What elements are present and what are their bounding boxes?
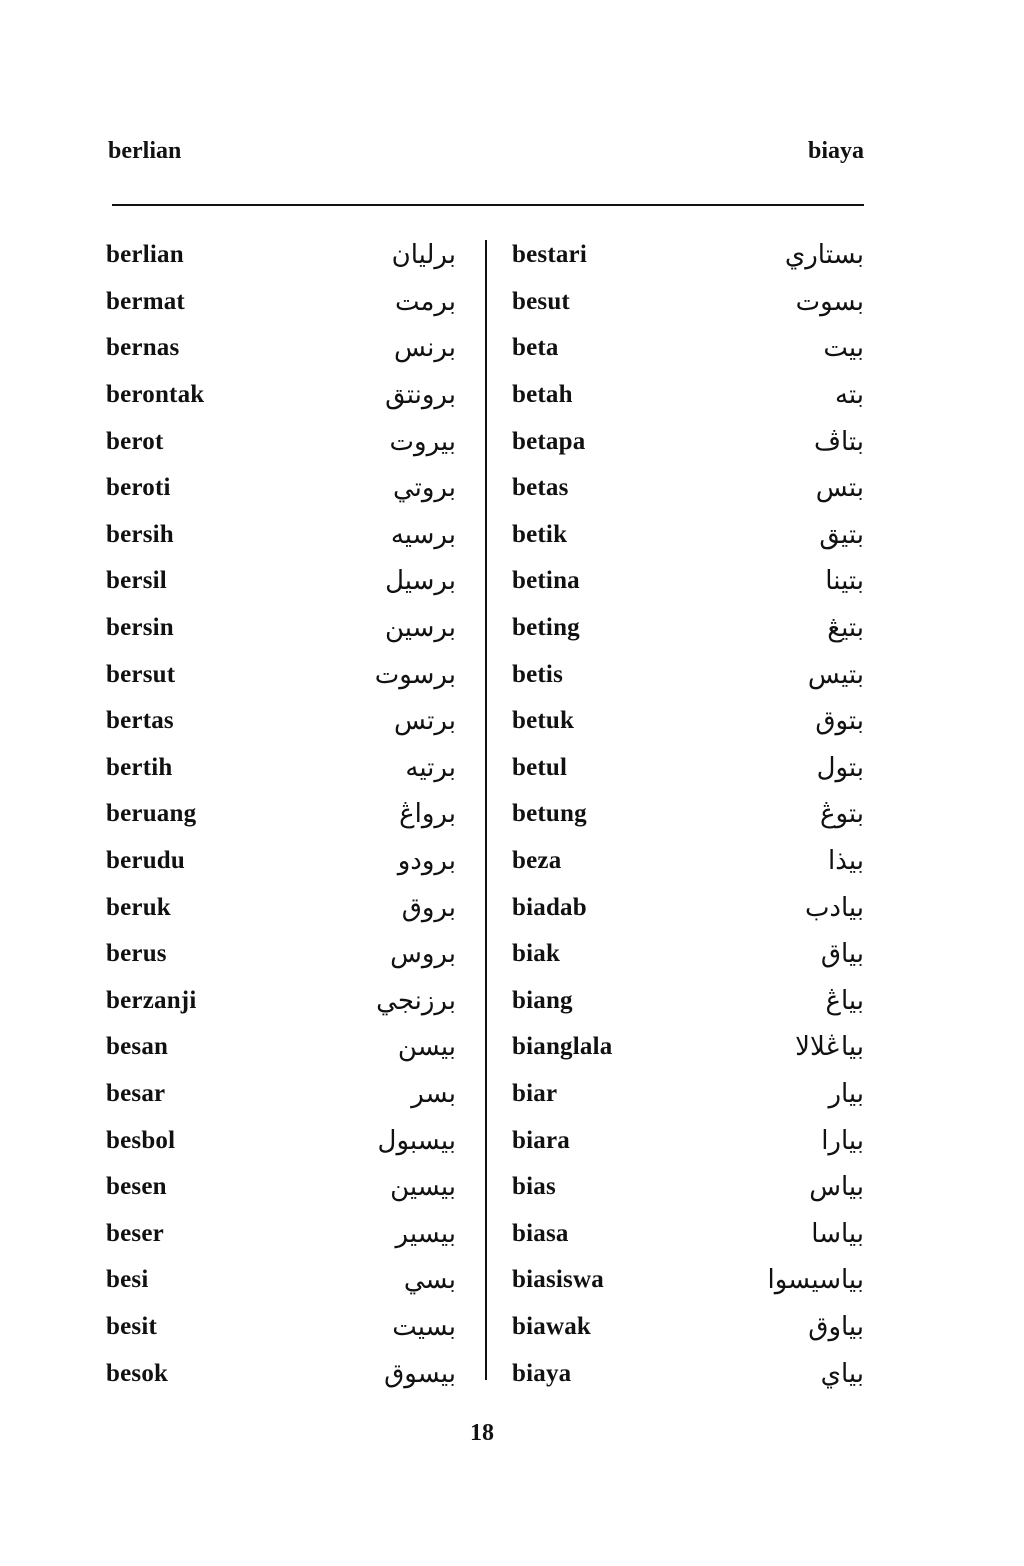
jawi-word: برسوت xyxy=(374,659,456,690)
jawi-word: بيارا xyxy=(821,1125,864,1156)
rumi-word: biak xyxy=(512,940,561,968)
rumi-word: biawak xyxy=(512,1312,592,1340)
jawi-word: بروتي xyxy=(392,473,456,504)
dictionary-entry xyxy=(512,651,864,698)
dictionary-entry xyxy=(106,605,456,652)
dictionary-entry xyxy=(106,1210,456,1257)
jawi-word: بتيق xyxy=(819,519,864,550)
rumi-word: beroti xyxy=(106,474,171,502)
rumi-word: besbol xyxy=(106,1126,176,1154)
dictionary-entry xyxy=(106,978,456,1025)
dictionary-entry xyxy=(106,465,456,512)
dictionary-entry xyxy=(512,745,864,792)
dictionary-entry xyxy=(512,605,864,652)
dictionary-entry xyxy=(106,651,456,698)
jawi-word: بياس xyxy=(809,1172,864,1203)
dictionary-entry xyxy=(512,232,864,279)
guide-word-right: biaya xyxy=(807,138,864,164)
jawi-word: بتينا xyxy=(825,566,864,597)
jawi-word: برنس xyxy=(394,333,456,364)
dictionary-entry xyxy=(512,838,864,885)
rumi-word: biaya xyxy=(512,1359,572,1387)
rumi-word: betas xyxy=(512,474,569,502)
jawi-word: برتيه xyxy=(405,752,456,783)
jawi-word: بيسوق xyxy=(384,1358,456,1389)
jawi-word: برسيه xyxy=(390,519,456,550)
rumi-word: betuk xyxy=(512,707,575,735)
dictionary-entry xyxy=(512,1350,864,1397)
dictionary-entry xyxy=(106,1257,456,1304)
column-divider xyxy=(485,240,487,1380)
dictionary-entry xyxy=(512,1257,864,1304)
dictionary-entry xyxy=(512,1071,864,1118)
rumi-word: beruk xyxy=(106,893,171,921)
dictionary-entry xyxy=(106,791,456,838)
jawi-word: بيادب xyxy=(804,892,864,923)
jawi-word: برزنجي xyxy=(376,985,456,1016)
dictionary-entry xyxy=(512,418,864,465)
rumi-word: bersih xyxy=(106,520,174,548)
jawi-word: بيار xyxy=(828,1078,864,1109)
jawi-word: بسوت xyxy=(795,286,864,317)
dictionary-entry xyxy=(512,1117,864,1164)
rumi-word: berzanji xyxy=(106,986,197,1014)
rumi-word: biar xyxy=(512,1079,558,1107)
jawi-word: بيسبول xyxy=(377,1125,456,1156)
dictionary-entry xyxy=(512,558,864,605)
dictionary-entry xyxy=(106,1071,456,1118)
rumi-word: besok xyxy=(106,1359,169,1387)
rumi-word: bestari xyxy=(512,241,587,269)
jawi-word: بياسيسوا xyxy=(767,1265,864,1296)
rumi-word: berot xyxy=(106,427,164,455)
rumi-word: besan xyxy=(106,1033,169,1061)
dictionary-entry xyxy=(512,1304,864,1351)
rumi-word: bianglala xyxy=(512,1033,613,1061)
dictionary-entry xyxy=(512,1024,864,1071)
dictionary-entry xyxy=(512,978,864,1025)
rumi-word: bermat xyxy=(106,287,185,315)
rumi-word: beruang xyxy=(106,800,197,828)
jawi-word: بتاڤ xyxy=(814,426,864,457)
rumi-word: bertas xyxy=(106,707,174,735)
dictionary-entry xyxy=(106,1117,456,1164)
rumi-word: biadab xyxy=(512,893,587,921)
guide-word-left: berlian xyxy=(108,138,182,164)
rumi-word: betis xyxy=(512,660,563,688)
rumi-word: berlian xyxy=(106,241,184,269)
jawi-word: بتوڠ xyxy=(819,799,864,830)
jawi-word: برواڠ xyxy=(399,799,456,830)
jawi-word: بستاري xyxy=(784,240,864,271)
jawi-word: بياق xyxy=(820,939,864,970)
rumi-word: biasiswa xyxy=(512,1266,604,1294)
dictionary-entry xyxy=(512,1210,864,1257)
jawi-word: بتيس xyxy=(807,659,864,690)
dictionary-entry xyxy=(512,791,864,838)
rumi-word: besen xyxy=(106,1173,167,1201)
jawi-word: بته xyxy=(834,380,864,411)
jawi-word: بروق xyxy=(401,892,456,923)
dictionary-entry xyxy=(106,1304,456,1351)
rumi-word: besi xyxy=(106,1266,149,1294)
dictionary-entry xyxy=(106,1350,456,1397)
rumi-word: berus xyxy=(106,940,167,968)
page-number: 18 xyxy=(470,1420,494,1446)
rumi-word: besut xyxy=(512,287,570,315)
left-column xyxy=(106,232,456,1397)
rumi-word: besit xyxy=(106,1312,157,1340)
rumi-word: beza xyxy=(512,847,562,875)
rumi-word: beser xyxy=(106,1219,164,1247)
dictionary-entry xyxy=(512,1164,864,1211)
dictionary-entry xyxy=(106,1024,456,1071)
rumi-word: beta xyxy=(512,334,559,362)
rumi-word: biara xyxy=(512,1126,570,1154)
rumi-word: berontak xyxy=(106,381,205,409)
rumi-word: bertih xyxy=(106,753,173,781)
jawi-word: بياوق xyxy=(808,1311,864,1342)
dictionary-entry xyxy=(512,465,864,512)
dictionary-entry xyxy=(512,512,864,559)
jawi-word: بروس xyxy=(390,939,456,970)
dictionary-entry xyxy=(512,884,864,931)
jawi-word: برسين xyxy=(384,613,456,644)
rumi-word: betik xyxy=(512,520,568,548)
dictionary-entry xyxy=(106,558,456,605)
jawi-word: بيذا xyxy=(828,846,864,877)
jawi-word: بياسا xyxy=(811,1218,864,1249)
rumi-word: biang xyxy=(512,986,573,1014)
jawi-word: بسي xyxy=(403,1265,456,1296)
rumi-word: betah xyxy=(512,381,573,409)
dictionary-entry xyxy=(106,698,456,745)
dictionary-entry xyxy=(106,232,456,279)
rumi-word: bersil xyxy=(106,567,167,595)
rumi-word: bersut xyxy=(106,660,176,688)
jawi-word: بتس xyxy=(815,473,864,504)
jawi-word: برسيل xyxy=(385,566,456,597)
jawi-word: برودو xyxy=(397,846,456,877)
rumi-word: betul xyxy=(512,753,568,781)
rumi-word: betapa xyxy=(512,427,586,455)
rumi-word: betina xyxy=(512,567,580,595)
jawi-word: بتوق xyxy=(815,706,864,737)
jawi-word: بسيت xyxy=(392,1311,456,1342)
rumi-word: besar xyxy=(106,1079,166,1107)
dictionary-entry xyxy=(106,931,456,978)
rumi-word: bersin xyxy=(106,614,174,642)
jawi-word: بتول xyxy=(816,752,864,783)
dictionary-entry xyxy=(106,838,456,885)
jawi-word: برتس xyxy=(394,706,456,737)
dictionary-entry xyxy=(106,325,456,372)
dictionary-entry xyxy=(512,698,864,745)
dictionary-entry xyxy=(512,279,864,326)
rumi-word: berudu xyxy=(106,847,186,875)
rumi-word: bias xyxy=(512,1173,556,1201)
dictionary-entry xyxy=(512,372,864,419)
jawi-word: بياڠ xyxy=(825,985,864,1016)
jawi-word: بيسير xyxy=(395,1218,456,1249)
header-rule xyxy=(112,204,864,206)
jawi-word: بيروت xyxy=(389,426,456,457)
dictionary-entry xyxy=(106,1164,456,1211)
dictionary-entry xyxy=(106,372,456,419)
right-column xyxy=(512,232,864,1397)
rumi-word: bernas xyxy=(106,334,180,362)
dictionary-entry xyxy=(106,279,456,326)
rumi-word: beting xyxy=(512,614,580,642)
dictionary-entry xyxy=(106,512,456,559)
dictionary-entry xyxy=(512,325,864,372)
rumi-word: biasa xyxy=(512,1219,569,1247)
jawi-word: برليان xyxy=(391,240,456,271)
jawi-word: بسر xyxy=(411,1078,456,1109)
dictionary-entry xyxy=(106,745,456,792)
jawi-word: بيت xyxy=(823,333,864,364)
jawi-word: بيسين xyxy=(390,1172,456,1203)
jawi-word: بتيڠ xyxy=(827,613,864,644)
dictionary-entry xyxy=(106,884,456,931)
dictionary-entry xyxy=(512,931,864,978)
jawi-word: بيسن xyxy=(397,1032,456,1063)
jawi-word: بياي xyxy=(820,1358,864,1389)
jawi-word: برونتق xyxy=(385,380,456,411)
jawi-word: برمت xyxy=(394,286,456,317)
rumi-word: betung xyxy=(512,800,587,828)
dictionary-entry xyxy=(106,418,456,465)
jawi-word: بياڠلالا xyxy=(795,1032,864,1063)
